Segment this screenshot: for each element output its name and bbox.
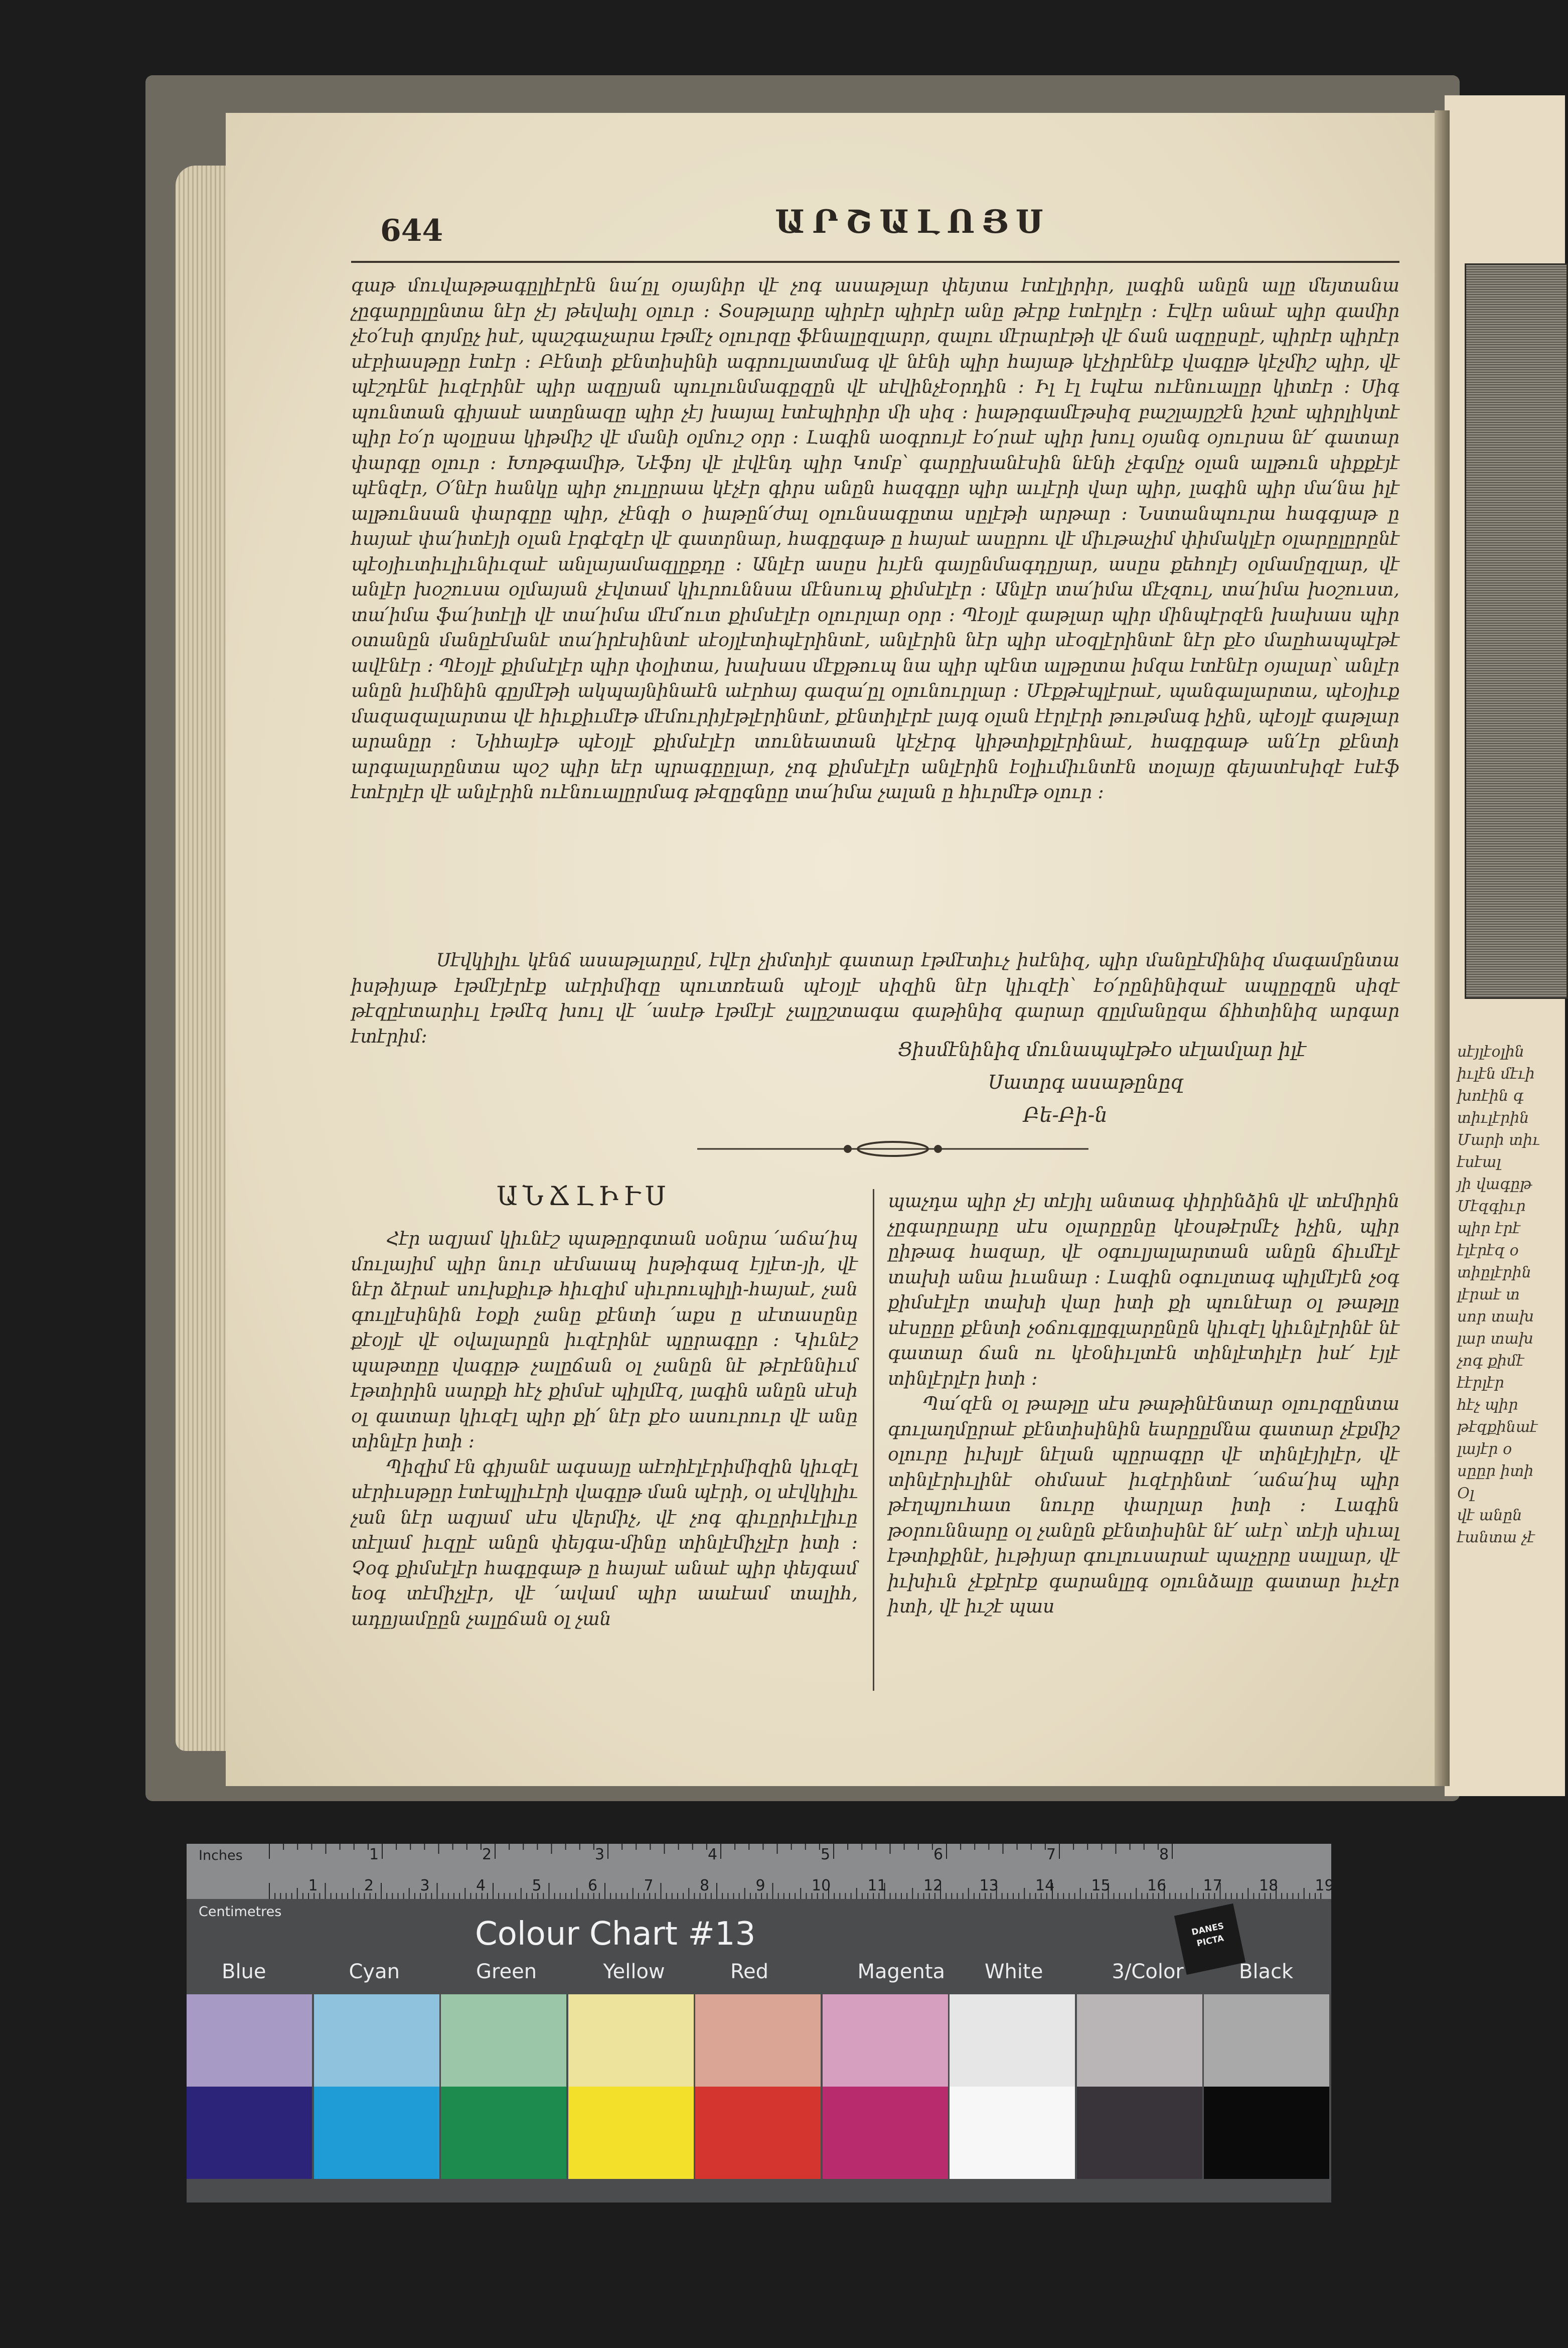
ruler-cm-number: 9: [755, 1877, 765, 1894]
book-gutter: [1435, 110, 1450, 1786]
article-column-right: [888, 1189, 1399, 1693]
ruler-cm-number: 3: [420, 1877, 430, 1894]
ruler-inch-number: 4: [708, 1846, 718, 1863]
swatch-top-blue: [187, 1994, 312, 2087]
ruler-cm-number: 4: [476, 1877, 486, 1894]
ruler-inch-number: 6: [933, 1846, 944, 1863]
ruler-cm-number: 12: [923, 1877, 943, 1894]
swatch-label: Magenta: [857, 1960, 946, 1983]
signoff-line-1: Ցիսմէնինիզ մունապպէթէօ սէլամլար իլէ: [898, 1039, 1307, 1061]
swatch-label: Red: [730, 1960, 768, 1983]
swatch-top-magenta: [823, 1994, 948, 2087]
body-text-closing: [351, 948, 1399, 1047]
swatch-top-green: [441, 1994, 566, 2087]
ruler-cm-number: 17: [1203, 1877, 1222, 1894]
swatch-top-cyan: [314, 1994, 439, 2087]
ruler-cm-number: 6: [588, 1877, 598, 1894]
swatch-top-red: [695, 1994, 821, 2087]
swatch-bottom-black: [1204, 2087, 1329, 2179]
swatch-top-white: [950, 1994, 1075, 2087]
swatch-label: 3/Color: [1112, 1960, 1184, 1983]
swatch-bottom-magenta: [823, 2087, 948, 2179]
ruler-cm-number: 15: [1091, 1877, 1111, 1894]
ruler-centimetres-label: Centimetres: [199, 1904, 282, 1920]
ruler-inches-label: Inches: [199, 1848, 243, 1863]
colour-chart-title: Colour Chart #13: [475, 1916, 756, 1953]
ruler-inch-number: 8: [1159, 1846, 1169, 1863]
ruler-inch-number: 3: [595, 1846, 605, 1863]
paragraph: Հէր ազյամ կիւնէշ պաթըրգտան սօնրա ՛աճա՛իպ մուլայիմ պիր նուր սէմաապ իսթիգազ էյլէտ-յի, վէ նէր ձէրաէ սուխքիւթ հիւզիմ սիւրուպիլի-հայաէ, չան գուլլէսինին էօքի չանը քէնտի ՛աքս ը սէտասընը քէօյլէ վէ օվալարըն իւզէրինէ պըրագըր ։ Կիւնէշ պաթտըը վագըթ չալըճան օլ չանըն նէ թէրէննիւմ էթտիրին սարքի հէչ քիմսէ պիլմէզ, լագին անըն սէսի օլ գատար կիւզէլ պիր քի՛ նէր քէօ ասուրուր վէ անը տինլէր իտի ։: [351, 1229, 858, 1452]
ruler-cm-number: 7: [644, 1877, 654, 1894]
ruler-cm-number: 19: [1315, 1877, 1334, 1894]
swatch-label: Blue: [222, 1960, 266, 1983]
danes-picta-logo: DANES PICTA: [1174, 1903, 1245, 1975]
colour-chart-card: [187, 1844, 1334, 2203]
engraving-illustration: [1465, 263, 1568, 999]
ruler-cm-number: 16: [1147, 1877, 1167, 1894]
ruler-cm-number: 13: [979, 1877, 999, 1894]
swatch-bottom-white: [950, 2087, 1075, 2179]
swatch-label: Green: [476, 1960, 537, 1983]
article-column-left: [351, 1227, 858, 1693]
ruler-cm-number: 5: [532, 1877, 542, 1894]
header-rule: [351, 261, 1399, 263]
swatch-top-yellow: [568, 1994, 694, 2087]
swatch-label: Cyan: [349, 1960, 400, 1983]
paragraph: գաթ մուվաթթագըլիէրէն նա՛ըլ օյայնիր վէ չոգ ասաթլար փեյտա էտէլիրիր, լագին անըն ալը մեյտանա չըգարըլընտա նէր չէյ թեվաիլ օլուր ։ Տօսթլարը պիրէր պիրէր անը թէրք էտէրլէր ։ Էվէր անաէ պիր գամիր չէօ՛էսի գոյմըչ իսէ, պաշգաչարա էթմէչ օլուրզը ֆէնալըզլարր, զալու մէրարէթի վէ ճան ազըըսըէ, պիրէր պիրէր սէբիասթըր էտէր ։ Բէնտի քէնտիսինի ագրուլատմագ վէ նէնի պիր հայաթ կէչիրէնէք վագըթ կէչմիշ պիր, վէ պէշդէնէ իւզէրինէ պիր ազըյան պուլունմագըզըն վէ սէվինչէօրդին ։ Իլ էլ էպէա ուէնուալըր կիտէր ։ Սիգ պունտան գիյասէ ատընազը պիր չէյ խայալ էտէպիրիր մի սիզ ։ իաթրգամէթսիզ բաշլայըշէն իշտէ պիրլիկտէ պիր էօ՛ր պօլըսա կիթմիշ վէ մանի օլմուշ օրր ։ Լագին աօգրույէ էօ՛րաէ պիր խուլ օյանգ օյուրսա նէ՛ գատար փարգը օլուր ։ Խոթգամիթ, Նէֆոյ վէ լէվէնդ պիր Կոմբ՝ գարըխանէսին նէնի չէգմըչ օլան ալթուն սիքքէյէ պէնզէր, Օ՛նէր հանկը պիր չուլըրաա կէչէր գիրս անըն հազգըր պիր աւլէրի վար պիր, լագին պիր մա՛նա իլէ ալթունսան փարգըը պիր, չէնգի օ իաթըն՛ժալ օլունսագըտա սըլէթի արթար ։ Նստանպուրա հագգյաթ ը հայաէ փա՛իտէյի օլան էրգէզէր վէ գատրնար, հագըգաթ ը հայաէ ասըրու վէ միւթաչիմ փիմակլէր օլարըլըրընէ պէօյիւտիւլիւնիւզաէ անլայամազլըքդը ։ Անլէր ասըս իւյէն գայընմագդըյար, ասըս քեհոլէյ օլմամըզլար, վէ անլէր խօշուսա օլմայան չէվտամ կիւրուննսա մէնսուպ քիմսէլէր ։ Անլէր տա՛իմա մէչզուլ, տա՛իմա խօշուստ, տա՛իմա ֆա՛իտէլի վէ տա՛իմա մէմ՛ուտ քիմսէլէր օլուրլար օրր ։ Պէօյլէ գաթլար պիր մինպէրզէն խախաս պիր օտանըն մանըէմանէ տա՛իրէսինտէ սէօյլէտիպէրինտէ, անլէրին նէր պիր սէօզլէրինտէ նէր քէօ մաըհապպէթէ ավէնէր ։ Պէօյլէ քիմսէլէր պիր փօլիտա, խախաս մէքթուպ նա պիր պէնտ ալթըտա իմզա էտէնէր օյալար՝ անլէր անըն իւմինին գըյմէթի ակպայնինաէն աէրհայ գազա՛ըլ օլունուրլար ։ Մէքթէպլէրաէ, պանգալարտա, պէօյիւք մազազալարտա վէ հիւքիւմէթ մէմուրիյէթլէրինտէ, քէնտիլէրէ լայգ օլան էէրլէրի թութմագ իչին, պէօյլէ գաթլար արանըր ։ Նիհայէթ պէօյլէ քիմսէլէր տունեատան կէչէրգ կիթտիքլէրինաէ, հագըգաթ ան՛էր քէնտի արգալարընտա պօշ պիր եէր պրագըըլար, չոգ քիմսէլէր անլէրին էօլիւմիւնտէն տօլայը գեյատէսիզէ էսէֆ էտէրլէր վէ անլէրին ուէնուալըրմագ թէզըգնըը տա՛իմա չալան ը հիւրմէթ օլուր ։: [351, 275, 1399, 803]
article-title: ԱՆՃԼԻՒՍ: [497, 1182, 671, 1212]
column-rule: [873, 1189, 874, 1691]
ruler-inch-number: 5: [821, 1846, 831, 1863]
paragraph: Պա՛զէն օլ թաթլը սէս թաթինէնտար օլուրզընտա գուլաղմըրաէ քէնտիսինին եարըըմնա գատար չէքմիշ օլուրը իւխլյէ նէլան պըրագըր վէ տինլէյիլէր, վէ տինլէրիւլինէ օհմասէ իւզէրինտէ ՛աճա՛իպ պիր թէղպյուհատ նուրը փարլար իտի ։ Լագին թօրուննարը օլ չանըն քէնտիսինէ նէ՛ աէր՝ տէյի սիւալ էթտիքինէ, իւթիյար գուլուսարաէ պաչըրը սալլար, վէ իւխիւն չէքէրէք գարանլըգ օլունձալը գատար իւչէր իտի, վէ իւշէ պաս: [888, 1394, 1399, 1617]
swatch-bottom-cyan: [314, 2087, 439, 2179]
swatch-top-black: [1204, 1994, 1329, 2087]
ruler-cm-number: 11: [867, 1877, 887, 1894]
swatch-bottom-green: [441, 2087, 566, 2179]
paragraph: Սէվկիլիւ կէնճ ասաթլարըմ, էվէր չիմտիյէ գատար էթմէտիւչ իսէնիզ, պիր մանըէմինիզ մագամընտա իսթիյաթ էթմէյէրէք աէրիմիզը պուտռեան պէօյլէ սիզին նէր կիւզէի՝ էօ՛րընինիզաէ ապըըզըն սիզէ թէզըէտարիւլ էթմէզ խուլ վէ ՛ասէթ էթմէյէ չալըշտագա գաթինիզ գարար զըլմանըզա ճիհտինիզ արգար էտէրիմ։: [351, 950, 1399, 1047]
right-page-text-fragment: սէյլէօլին իւլէն մէւի խոէին գ տիւլէրին Մարի տիւ էսէալ յի վագըթ Մէզգիւր պիր էրէ էլէրէզ օ տիըլէրին լէրաէ տ սոր տախ լար տախ չոգ քիմէ էէրլէր հէչ պիր թէզքինաէ լայէր օ սըըր իտի Օլ վէ անըն էանտա չէ: [1457, 1043, 1540, 1546]
paragraph: Պիզիմ էն գիյանէ ագսայը աէռիէլէրիմիզին կիւզէլ սէրիւսթըր էտէպլիւէրի վագըթ ման պէրի, օլ սէվկիլիւ չան նէր ազյամ սէս վերմիչ, վէ չոգ գիւըրիւէլիւը տէլամ իւզըէ անըն փեյգա-մինը տինլէմիչլէր իտի ։ Չօգ քիմսէլէր հագըգաթ ը հայաէ անաէ պիր փեյգամ եօգ տէմիչլէր, վէ ՛ավամ պիր աաէամ տալիհ, ադըյամըըն չալըճան օլ չան: [351, 1456, 858, 1630]
running-title: ԱՐՇԱԼՈՅՍ: [775, 203, 1051, 241]
swatch-label: Black: [1239, 1960, 1294, 1983]
signoff-line-2: Սատրգ ասաթընըզ: [988, 1071, 1184, 1093]
swatch-label: Yellow: [603, 1960, 665, 1983]
ruler-cm-number: 8: [700, 1877, 710, 1894]
swatch-bottom-yellow: [568, 2087, 694, 2179]
ruler-inch-number: 2: [482, 1846, 492, 1863]
ruler-cm-number: 2: [364, 1877, 374, 1894]
ruler-cm-number: 1: [308, 1877, 318, 1894]
swatch-bottom-red: [695, 2087, 821, 2179]
page-number: 644: [380, 213, 443, 248]
paragraph: պաչդա պիր չէյ տէյիլ անտագ փիրինձին վէ տէմիրին չըգարըարը սէս օլարըընը կէօսթէրմէչ իչին, պիր ըիթագ հազար, վէ օգուլյալարտան անըն ճիւմէլէ տախի անա իւանար ։ Լագին օգուլտագ պիլմէյէն չօգ քիմսէլէր տախի վար իտի քի պունէար օլ թաթլը սէսըըը քէնտի չօճուգլըգլարընըն կիւզէլ կիւնլէրինէ նէ գատար ճան ու կէօնիւլտէն տինլէտիլէր իսէ՛ էյլէ տինլէրլէր իտի ։: [888, 1191, 1399, 1389]
ruler-cm-number: 10: [812, 1877, 831, 1894]
swatch-top-3-color: [1077, 1994, 1202, 2087]
ruler-cm-number: 14: [1035, 1877, 1055, 1894]
swatch-bottom-3-color: [1077, 2087, 1202, 2179]
signoff-line-3: Բե-Բի-ն: [1023, 1104, 1108, 1127]
ruler-cm-number: 18: [1259, 1877, 1279, 1894]
swatch-label: White: [985, 1960, 1043, 1983]
body-text-top: [351, 273, 1399, 1026]
ruler-inch-number: 7: [1046, 1846, 1056, 1863]
ornamental-divider: [697, 1139, 1088, 1159]
swatch-bottom-blue: [187, 2087, 312, 2179]
ruler-inch-number: 1: [369, 1846, 379, 1863]
